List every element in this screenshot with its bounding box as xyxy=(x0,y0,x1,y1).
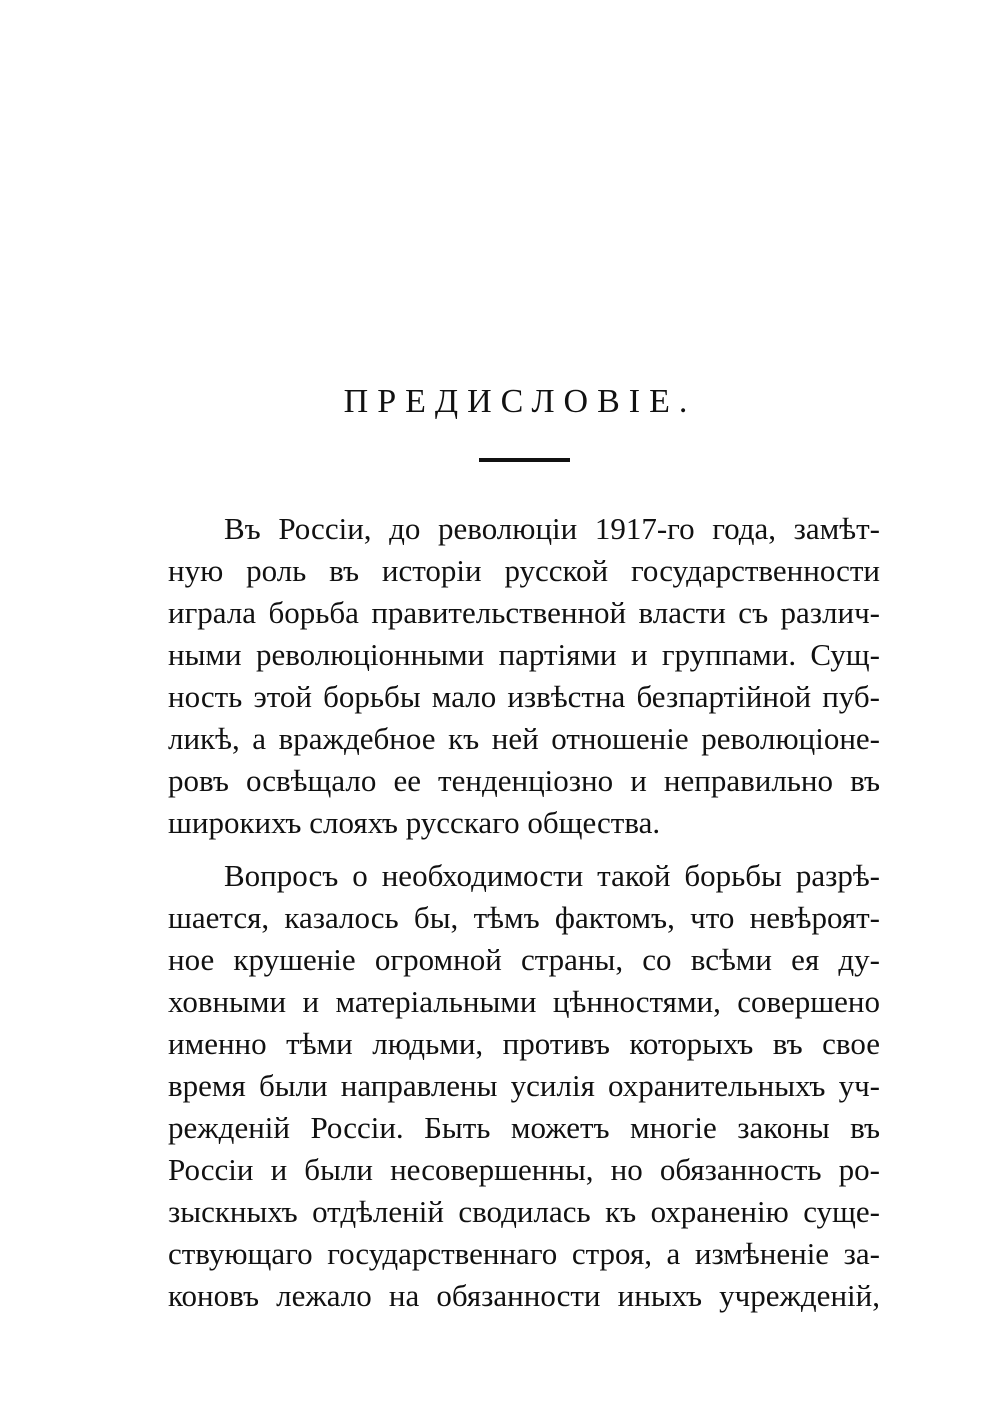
text-line: Въ Россіи, до революціи 1917-го года, замѣт- xyxy=(224,511,880,546)
text-line: именно тѣми людьми, противъ которыхъ въ свое xyxy=(168,1026,880,1061)
text-line: зыскныхъ отдѣленій сводилась къ охраненію суще- xyxy=(168,1194,880,1229)
text-line: Россіи и были несовершенны, но обязанность ро- xyxy=(168,1152,880,1187)
text-line: играла борьба правительственной власти съ различ- xyxy=(168,595,880,630)
chapter-heading: ПРЕДИСЛОВІЕ. xyxy=(343,383,697,420)
text-line: коновъ лежало на обязанности иныхъ учрежденій, xyxy=(168,1278,880,1313)
text-line: шается, казалось бы, тѣмъ фактомъ, что невѣроят- xyxy=(168,900,880,935)
text-line: время были направлены усилія охранительныхъ уч- xyxy=(168,1068,880,1103)
text-line: ликѣ, а враждебное къ ней отношеніе революціоне- xyxy=(168,721,880,756)
text-line: ствующаго государственнаго строя, а измѣненіе за- xyxy=(168,1236,880,1271)
text-line: ными революціонными партіями и группами. Сущ- xyxy=(168,637,880,672)
body-text xyxy=(168,508,880,1317)
text-line: ность этой борьбы мало извѣстна безпартійной пуб- xyxy=(168,679,880,714)
text-line: Вопросъ о необходимости такой борьбы разрѣ- xyxy=(224,858,880,893)
text-line: широкихъ слояхъ русскаго общества. xyxy=(168,805,661,840)
text-line: ровъ освѣщало ее тенденціозно и неправильно въ xyxy=(168,763,880,798)
text-line: режденій Россіи. Быть можетъ многіе законы въ xyxy=(168,1110,880,1145)
text-line: ховными и матеріальными цѣнностями, совершено xyxy=(168,984,880,1019)
heading-divider xyxy=(479,458,570,462)
text-line: ное крушеніе огромной страны, со всѣми ея ду- xyxy=(168,942,880,977)
text-line: ную роль въ исторіи русской государственности xyxy=(168,553,880,588)
